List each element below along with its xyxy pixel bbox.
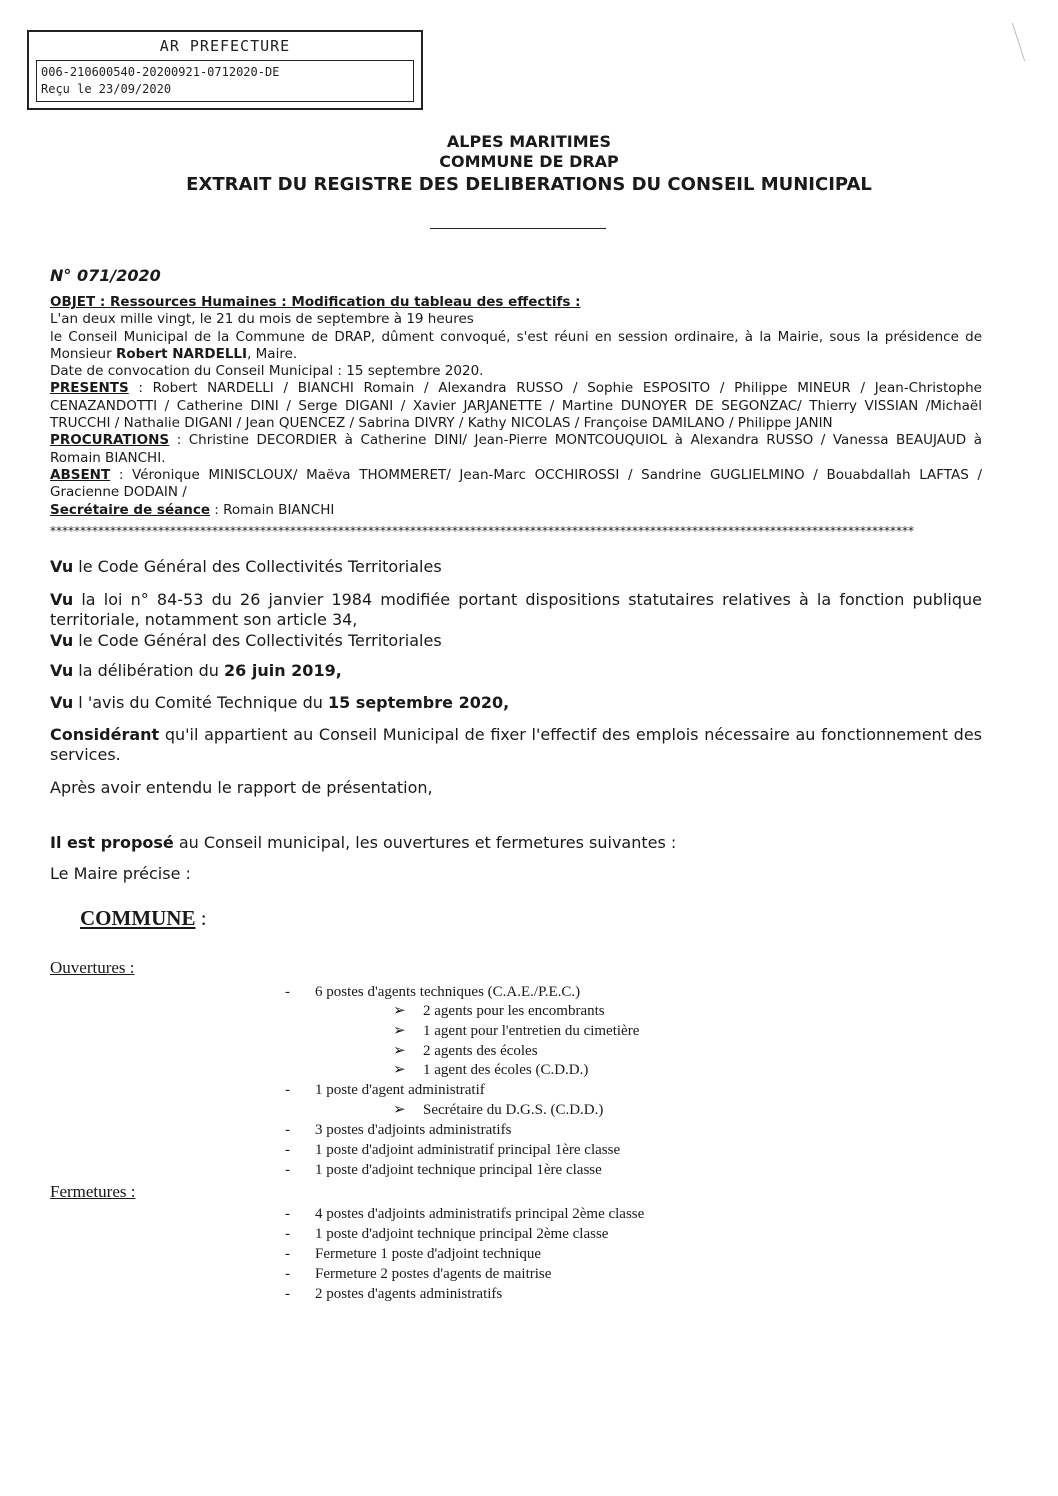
fermeture-item-text: Fermeture 2 postes d'agents de maitrise (315, 1266, 552, 1282)
vu-5-text: l 'avis du Comité Technique du (73, 693, 328, 712)
dash-bullet: - (285, 1206, 290, 1222)
commune-heading (80, 906, 207, 931)
vu-4-text: la délibération du (73, 661, 225, 680)
fermeture-item-text: 1 poste d'adjoint technique principal 2ème classe (315, 1226, 609, 1242)
ouverture-item-text: 1 poste d'adjoint administratif principal 1ère classe (315, 1142, 621, 1158)
mayor-name: Robert NARDELLI (115, 345, 248, 362)
stamp-reference-box (36, 60, 414, 102)
ouverture-item-text: 6 postes d'agents techniques (C.A.E./P.E.C.) (315, 984, 581, 1000)
dash-bullet: - (285, 1266, 290, 1282)
deliberation-meta (50, 294, 982, 519)
ouverture-item-text: 3 postes d'adjoints administratifs (315, 1122, 512, 1138)
proposition (50, 833, 982, 853)
presents-label: PRESENTS (50, 380, 129, 397)
intro-session (50, 329, 982, 364)
vu-4-date: 26 juin 2019, (224, 661, 342, 680)
vu-2 (50, 590, 982, 630)
procurations-label: PROCURATIONS (50, 432, 170, 449)
deliberation-number: N° 071/2020 (50, 266, 161, 285)
register-title: EXTRAIT DU REGISTRE DES DELIBERATIONS DU CONSEIL MUNICIPAL (186, 174, 872, 195)
stamp-title: AR PREFECTURE (159, 37, 291, 55)
commune-label: COMMUNE (80, 906, 196, 930)
ouverture-subitem-text: 2 agents pour les encombrants (423, 1003, 605, 1019)
considerant-label: Considérant (50, 725, 160, 744)
considerant-text: qu'il appartient au Conseil Municipal de fixer l'effectif des emplois nécessaire au fonctionnement des services. (50, 725, 982, 764)
vu-4 (50, 661, 982, 681)
arrow-bullet-icon: ➢ (393, 1062, 406, 1078)
secretaire-label: Secrétaire de séance (50, 501, 210, 518)
proposition-label: Il est proposé (50, 833, 174, 852)
dash-bullet: - (285, 1122, 290, 1138)
vu-5-label: Vu (50, 693, 74, 712)
ouverture-item-text: 1 poste d'adjoint technique principal 1ère classe (315, 1162, 602, 1178)
intro-session-end: , Maire. (247, 345, 298, 362)
dash-bullet: - (285, 1142, 290, 1158)
proposition-text: au Conseil municipal, les ouvertures et fermetures suivantes : (173, 833, 677, 852)
vu-1 (50, 557, 982, 577)
fermeture-item-text: 2 postes d'agents administratifs (315, 1286, 503, 1302)
fermetures-heading: Fermetures : (50, 1182, 136, 1201)
vu-3-label: Vu (50, 631, 74, 650)
separator-stars: ************************************************************************************************************************************************ (50, 524, 914, 538)
dash-bullet: - (285, 1082, 290, 1098)
ouverture-item-text: 1 poste d'agent administratif (315, 1082, 485, 1098)
vu-3 (50, 631, 982, 651)
maire-precise: Le Maire précise : (50, 864, 191, 883)
procurations-names: : Christine DECORDIER à Catherine DINI/ Jean-Pierre MONTCOUQUIOL à Alexandra RUSSO / Vanessa BEAUJAUD à Romain BIANCHI. (50, 432, 982, 466)
department-title: ALPES MARITIMES (446, 132, 612, 151)
commune-suffix: : (195, 906, 207, 930)
apres-rapport: Après avoir entendu le rapport de présentation, (50, 778, 433, 797)
document-header (0, 132, 1058, 198)
secretaire-line (50, 502, 982, 519)
header-divider (430, 228, 606, 229)
fermeture-item-text: 4 postes d'adjoints administratifs principal 2ème classe (315, 1206, 645, 1222)
commune-title: COMMUNE DE DRAP (439, 152, 619, 171)
procurations-list (50, 432, 982, 467)
dash-bullet: - (285, 984, 290, 1000)
presents-list (50, 380, 982, 432)
vu-1-text: le Code Général des Collectivités Territoriales (73, 557, 442, 576)
arrow-bullet-icon: ➢ (393, 1102, 406, 1118)
stamp-received-date: Reçu le 23/09/2020 (41, 82, 172, 96)
dash-bullet: - (285, 1162, 290, 1178)
absent-label: ABSENT (50, 466, 111, 483)
ouverture-subitem-text: 2 agents des écoles (423, 1043, 538, 1059)
objet-label: OBJET : Ressources Humaines : Modification du tableau des effectifs : (50, 294, 581, 310)
dash-bullet: - (285, 1246, 290, 1262)
absent-list (50, 467, 982, 502)
dash-bullet: - (285, 1226, 290, 1242)
ouvertures-heading: Ouvertures : (50, 958, 135, 977)
absent-names: : Véronique MINISCLOUX/ Maëva THOMMERET/ Jean-Marc OCCHIROSSI / Sandrine GUGLIELMINO / Bouabdallah LAFTAS / Gracienne DODAIN / (50, 466, 982, 501)
secretaire-name: : Romain BIANCHI (210, 501, 335, 518)
dash-bullet: - (285, 1286, 290, 1302)
vu-3-text: le Code Général des Collectivités Territoriales (73, 631, 442, 650)
prefecture-stamp (27, 30, 423, 110)
ouverture-subitem-text: 1 agent pour l'entretien du cimetière (423, 1023, 640, 1039)
presents-names: : Robert NARDELLI / BIANCHI Romain / Alexandra RUSSO / Sophie ESPOSITO / Philippe MINEUR / Jean-Christophe CENAZANDOTTI / Catherine DINI / Serge DIGANI / Xavier JARJANETTE / Martine DUNOYER DE SEGONZAC/ Thierry VISSIAN /Michaël TRUCCHI / Nathalie DIGANI / Jean QUENCEZ / Sabrina DIVRY / Kathy NICOLAS / Françoise DAMILANO / Philippe JANIN (50, 380, 982, 432)
arrow-bullet-icon: ➢ (393, 1023, 406, 1039)
fermeture-item-text: Fermeture 1 poste d'adjoint technique (315, 1246, 541, 1262)
ouverture-subitem-text: 1 agent des écoles (C.D.D.) (423, 1062, 589, 1078)
vu-5 (50, 693, 982, 713)
intro-session-text: le Conseil Municipal de la Commune de DRAP, dûment convoqué, s'est réuni en session ordinaire, à la Mairie, sous la présidence de Monsieur (50, 328, 982, 362)
considerant (50, 725, 982, 765)
arrow-bullet-icon: ➢ (393, 1043, 406, 1059)
vu-1-label: Vu (50, 557, 74, 576)
vu-2-text: la loi n° 84-53 du 26 janvier 1984 modifiée portant dispositions statutaires relatives à la fonction publique territoriale, notamment son article 34, (50, 590, 982, 629)
ouverture-subitem-text: Secrétaire du D.G.S. (C.D.D.) (423, 1102, 604, 1118)
convocation-date: Date de convocation du Conseil Municipal : 15 septembre 2020. (50, 363, 484, 380)
scan-mark (1012, 23, 1025, 61)
vu-5-date: 15 septembre 2020, (327, 693, 510, 712)
vu-4-label: Vu (50, 661, 74, 680)
stamp-reference: 006-210600540-20200921-0712020-DE (41, 65, 280, 79)
intro-date: L'an deux mille vingt, le 21 du mois de septembre à 19 heures (50, 311, 474, 328)
vu-2-label: Vu (50, 590, 74, 609)
arrow-bullet-icon: ➢ (393, 1003, 406, 1019)
